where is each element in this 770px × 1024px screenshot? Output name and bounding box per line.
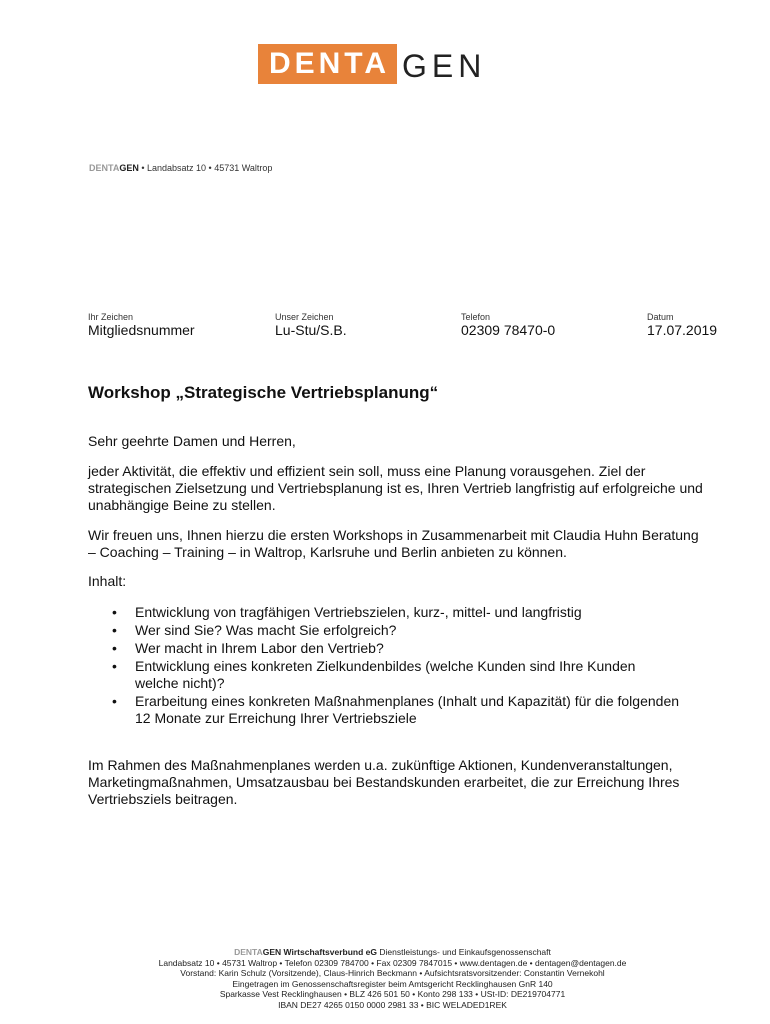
bullet-icon: • <box>112 622 117 638</box>
bullet-text: Entwicklung von tragfähigen Vertriebszielen, kurz-, mittel- und langfristig <box>135 604 582 620</box>
sender-address: • Landabsatz 10 • 45731 Waltrop <box>138 163 273 173</box>
body-paragraph-2: Wir freuen uns, Ihnen hierzu die ersten Workshops in Zusammenarbeit mit Claudia Huhn Beratung – Coaching – Training – in Waltrop, Karlsruhe und Berlin anbieten zu können. <box>88 527 699 560</box>
ref-ihr-zeichen-value: Mitgliedsnummer <box>88 322 195 338</box>
list-item <box>108 693 695 727</box>
sender-brand-denta: DENTA <box>89 163 120 173</box>
footer-line-4: Eingetragen im Genossenschaftsregister beim Amtsgericht Recklinghausen GnR 140 <box>232 978 553 989</box>
ref-unser-zeichen-label: Unser Zeichen <box>275 312 334 322</box>
ref-datum-label: Datum <box>647 312 674 322</box>
logo-denta-box: DENTA <box>258 44 397 84</box>
list-item <box>108 622 708 639</box>
content-bullet-list <box>108 604 708 727</box>
list-item <box>108 604 708 621</box>
footer-line-5: Sparkasse Vest Recklinghausen • BLZ 426 501 50 • Konto 298 133 • USt-ID: DE219704771 <box>219 989 566 1000</box>
sender-address-line <box>89 163 272 173</box>
list-item <box>108 640 708 657</box>
footer-line-1 <box>0 947 770 958</box>
footer-line-1-rest: Dienstleistungs- und Einkaufsgenossenschaft <box>377 947 551 957</box>
body-paragraph-1: jeder Aktivität, die effektiv und effizient sein soll, muss eine Planung vorausgehen. Ziel der strategischen Zielsetzung und Vertriebsplanung ist es, Ihren Vertrieb langfristig auf erfolgreiche und unabhängige Beine zu stellen. <box>88 463 703 513</box>
ref-unser-zeichen-value: Lu-Stu/S.B. <box>275 322 347 338</box>
sender-brand-gen: GEN <box>119 163 139 173</box>
footer-line-2: Landabsatz 10 • 45731 Waltrop • Telefon 02309 784700 • Fax 02309 7847015 • www.dentagen.de • dentagen@dentagen.de <box>158 957 627 968</box>
logo-gen-text: GEN <box>402 47 487 84</box>
bullet-icon: • <box>112 640 117 656</box>
bullet-icon: • <box>112 658 117 674</box>
footer-line-6: IBAN DE27 4265 0150 0000 2981 33 • BIC WELADED1REK <box>278 999 507 1010</box>
ref-datum-value: 17.07.2019 <box>647 322 718 338</box>
bullet-text: Wer sind Sie? Was macht Sie erfolgreich? <box>135 622 397 638</box>
salutation: Sehr geehrte Damen und Herren, <box>88 433 296 449</box>
inhalt-label: Inhalt: <box>88 573 127 589</box>
letter-footer <box>0 947 770 1011</box>
bullet-text: Erarbeitung eines konkreten Maßnahmenplanes (Inhalt und Kapazität) für die folgenden 12 Monate zur Erreichung Ihrer Vertriebsziele <box>135 693 680 726</box>
footer-brand-denta: DENTA <box>234 947 263 957</box>
bullet-text: Entwicklung eines konkreten Zielkundenbildes (welche Kunden sind Ihre Kunden welche nicht)? <box>135 658 636 691</box>
closing-paragraph: Im Rahmen des Maßnahmenplanes werden u.a. zukünftige Aktionen, Kundenveranstaltungen, Marketingmaßnahmen, Umsatzausbau bei Bestandskunden erarbeitet, die zur Erreichung Ihres Vertriebsziels beitragen. <box>88 757 680 807</box>
ref-telefon-value: 02309 78470-0 <box>461 322 556 338</box>
letter-subject: Workshop „Strategische Vertriebsplanung“ <box>88 383 439 402</box>
footer-line-3: Vorstand: Karin Schulz (Vorsitzende), Claus-Hinrich Beckmann • Aufsichtsratsvorsitzender: Constantin Vernekohl <box>180 968 605 979</box>
bullet-text: Wer macht in Ihrem Labor den Vertrieb? <box>135 640 384 656</box>
bullet-icon: • <box>112 604 117 620</box>
list-item <box>108 658 675 692</box>
footer-brand-gen: GEN Wirtschaftsverbund eG <box>262 947 377 957</box>
bullet-icon: • <box>112 693 117 709</box>
ref-telefon-label: Telefon <box>461 312 491 322</box>
ref-ihr-zeichen-label: Ihr Zeichen <box>88 312 134 322</box>
